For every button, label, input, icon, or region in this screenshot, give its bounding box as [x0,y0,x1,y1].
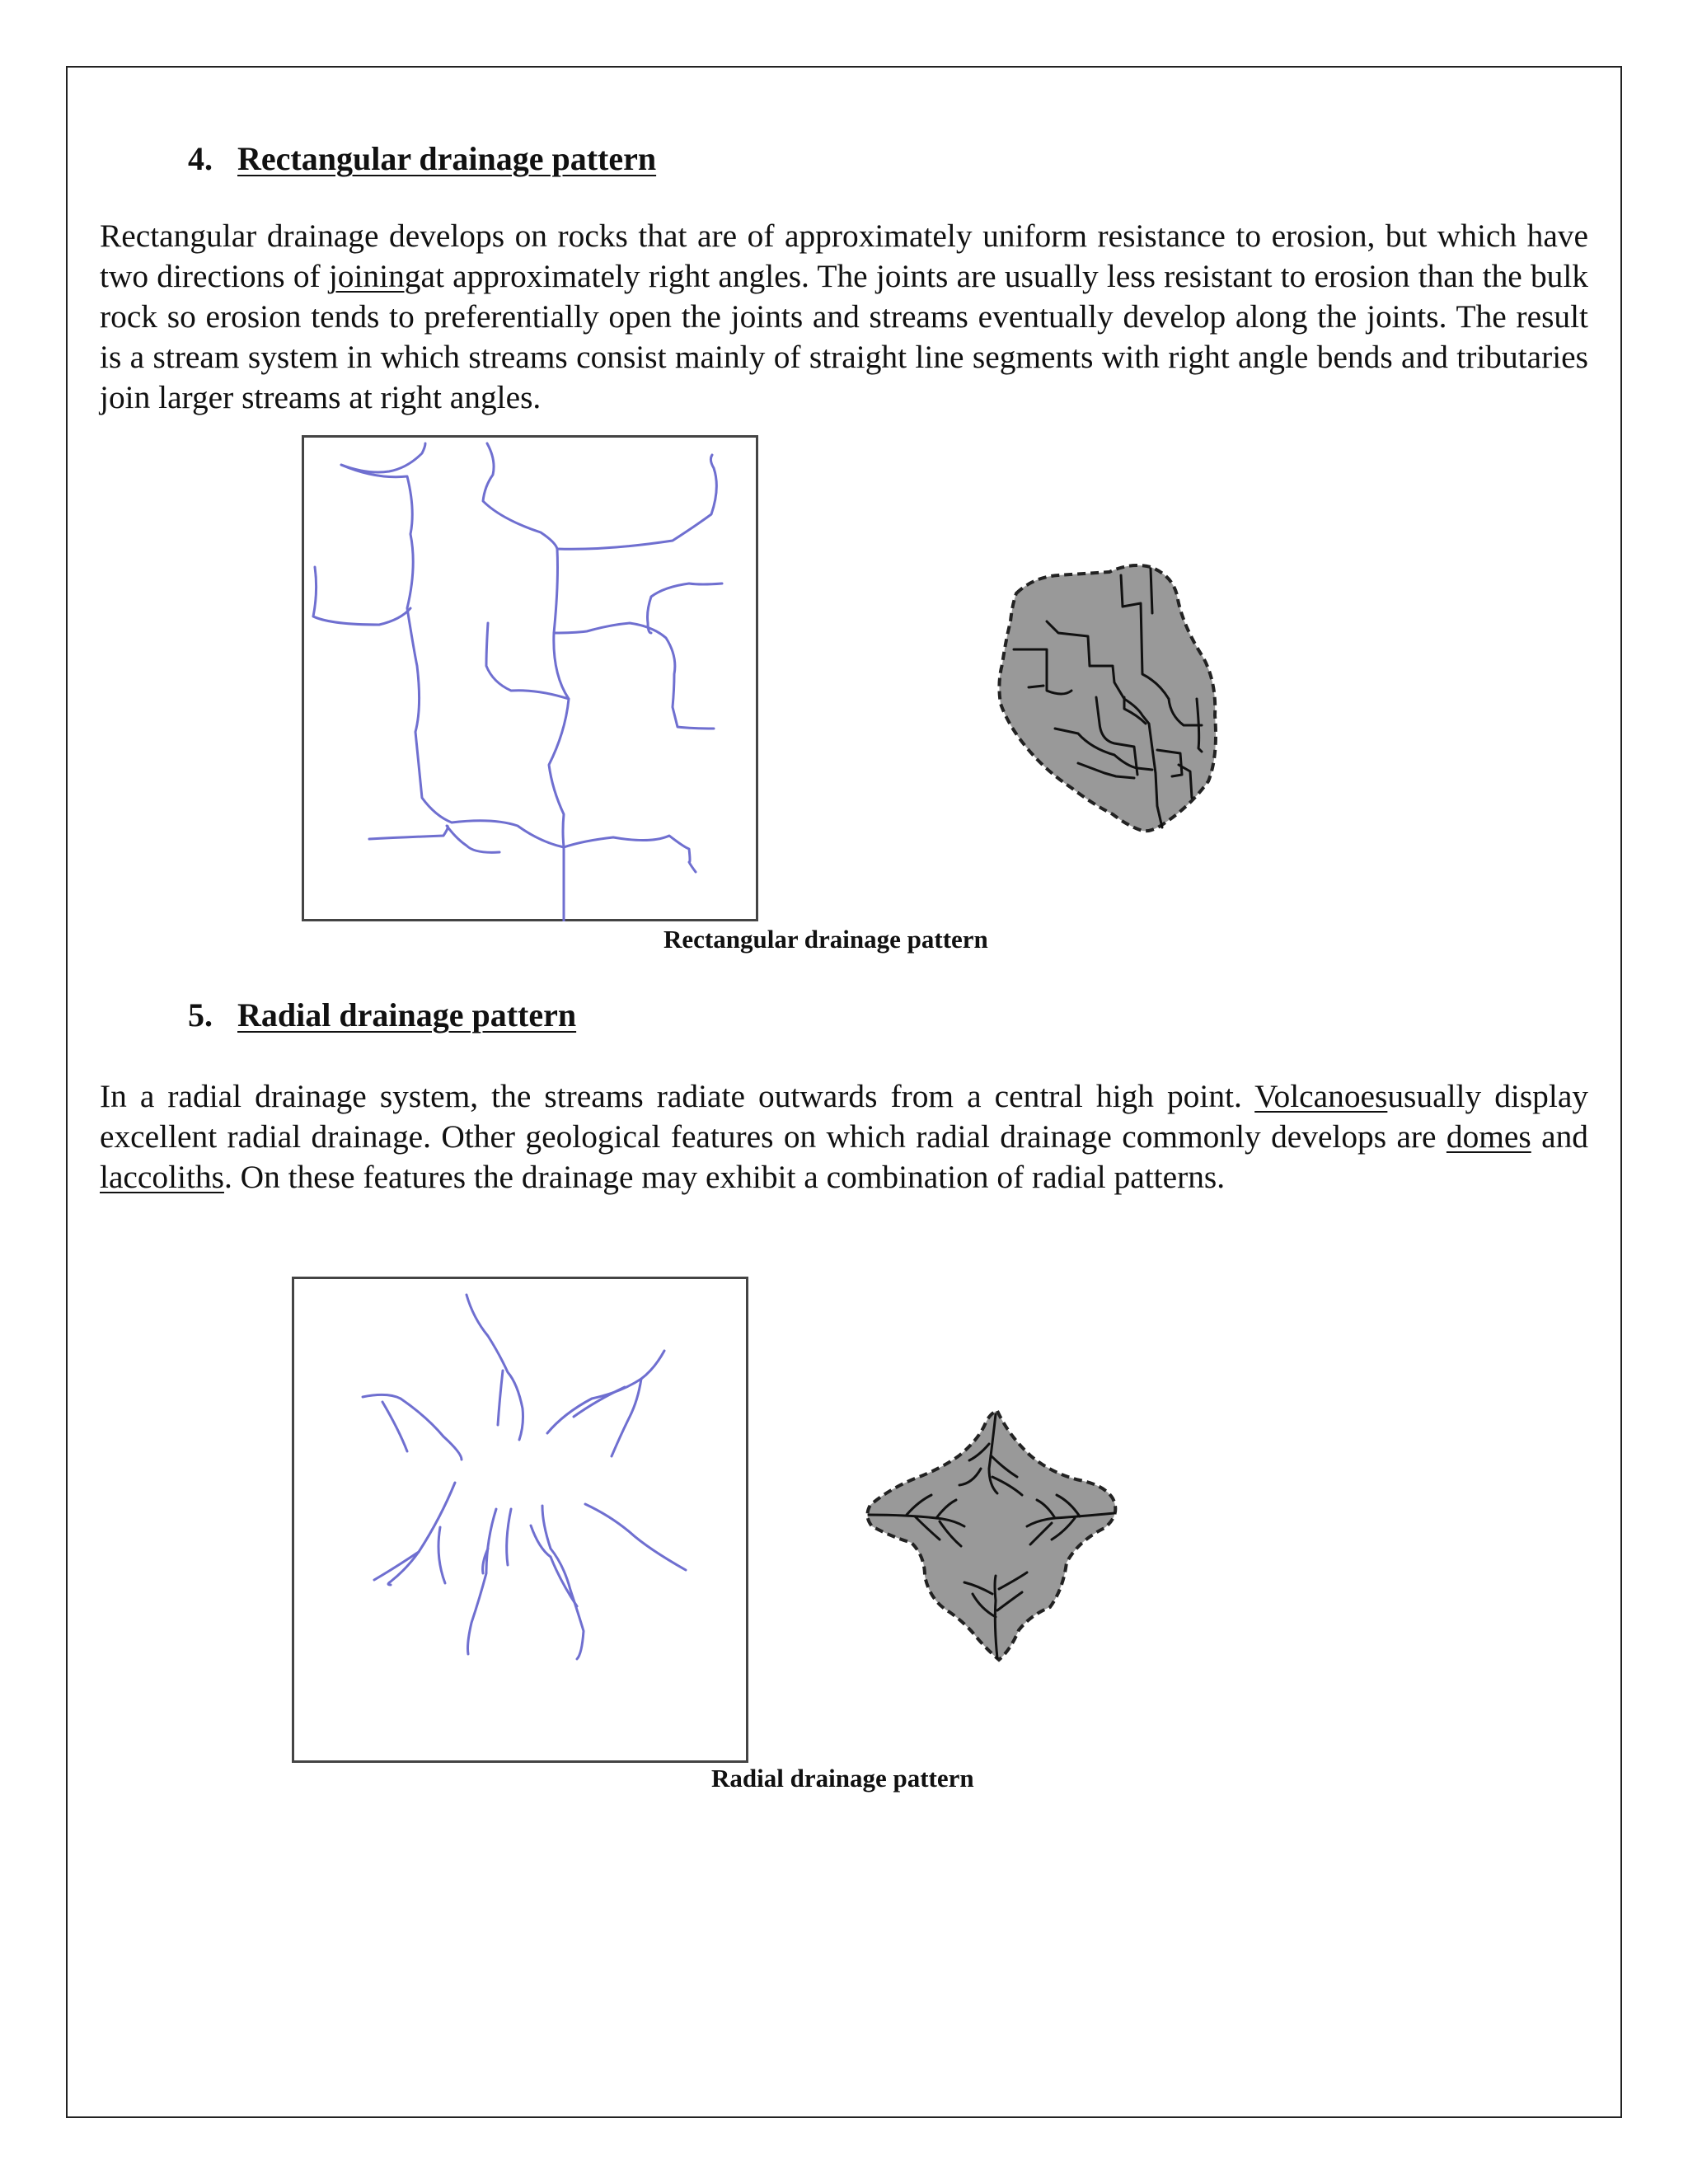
radial-drainage-basin [857,1403,1147,1668]
section-5-number: 5. [188,996,213,1033]
section-5-text-1: In a radial drainage system, the streams radiate outwards from a central high point. [100,1078,1255,1114]
basin-stream-5 [1029,686,1043,687]
section-4-heading [188,139,656,179]
rectangular-drainage-map [302,435,758,921]
section-4-text-1: Rectangular drainage develops on rocks that are of approximately uniform resistance to erosion, but which have two directions of [100,218,1588,294]
basin-outline [999,565,1216,831]
section-5-heading [188,996,576,1035]
section-4-number: 4. [188,140,213,177]
section-4-paragraph [100,216,1588,418]
section-5-text-4: . On these features the drainage may exhibit a combination of radial patterns. [223,1159,1226,1195]
domes-link[interactable]: domes [1446,1118,1531,1155]
volcanoes-link[interactable]: Volcanoes [1254,1078,1388,1114]
joining-link[interactable]: joining [328,258,421,294]
basin-stream-2 [1151,569,1152,613]
section-4-text-2: at approximately right angles. The joints are usually less resistant to erosion than the bulk rock so erosion tends to preferentially open the joints and streams eventually develop along the joints. The result is a stream system in which streams consist mainly of straight line segments with right angle bends and tributaries join larger streams at right angles. [100,258,1588,415]
section-5-text-3: and [1531,1118,1588,1155]
rectangular-drainage-basin [989,559,1236,836]
section-5-paragraph [100,1076,1588,1197]
laccoliths-link[interactable]: laccoliths [100,1159,224,1195]
section-4-title: Rectangular drainage pattern [237,140,657,177]
section-5-title: Radial drainage pattern [237,996,577,1033]
rectangular-caption: Rectangular drainage pattern [663,925,988,954]
radial-caption: Radial drainage pattern [711,1764,974,1793]
section-5-text-2: usually display excellent radial drainage. Other geological features on which radial drainage commonly develops are [100,1078,1589,1155]
radial-drainage-map [292,1277,748,1763]
